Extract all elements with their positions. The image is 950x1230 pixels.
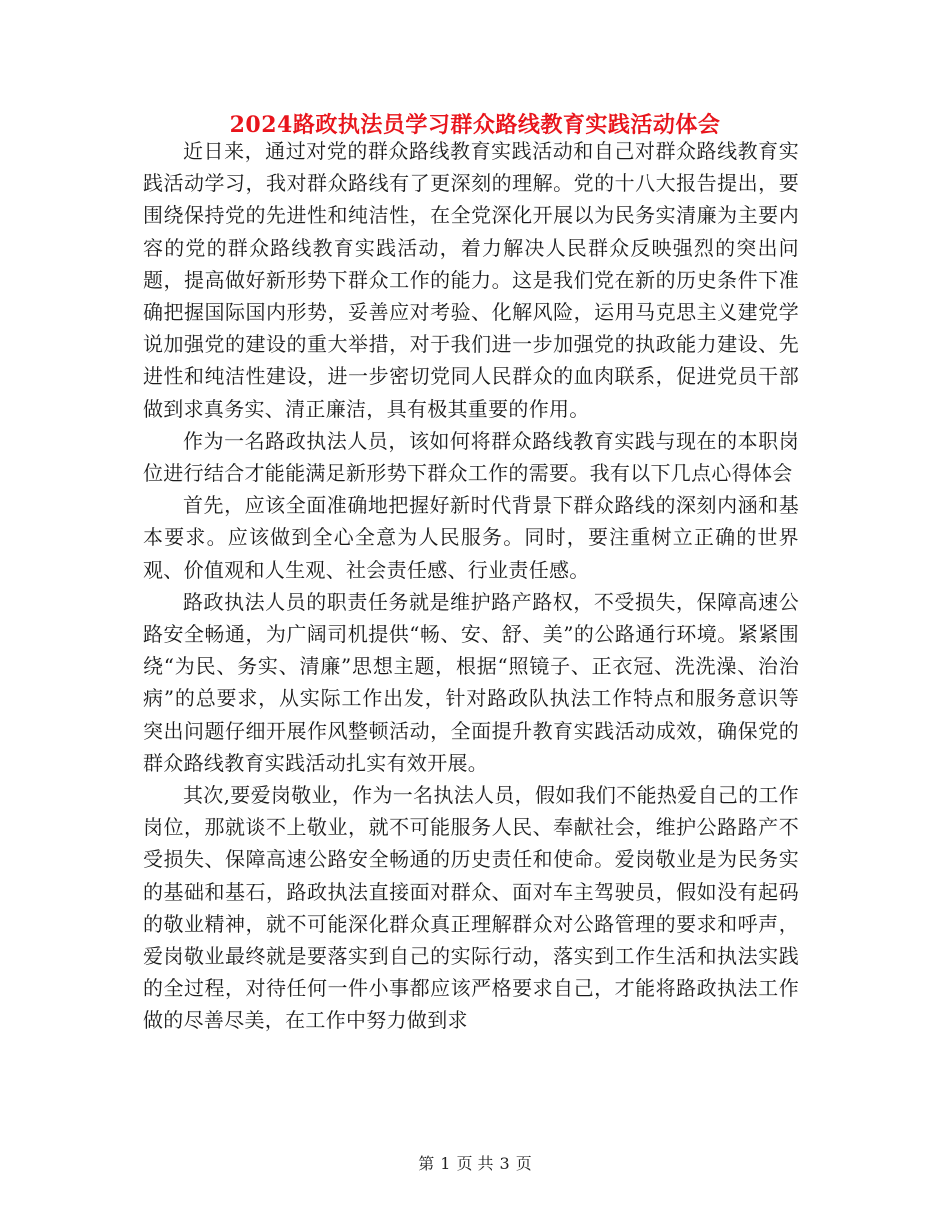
footer-prefix: 第 (418, 1154, 435, 1173)
paragraph-5: 其次,要爱岗敬业，作为一名执法人员，假如我们不能热爱自己的工作岗位，那就谈不上敬业，就不可能服务人民、奉献社会，维护公路路产不受损失、保障高速公路安全畅通的历史责任和使命。爱岗敬业是为民务实的基础和基石，路政执法直接面对群众、面对车主驾驶员，假如没有起码的敬业精神，就不可能深化群众真正理解群众对公路管理的要求和呼声，爱岗敬业最终就是要落实到自己的实际行动，落实到工作生活和执法实践的全过程，对待任何一件小事都应该严格要求自己，才能将路政执法工作做的尽善尽美，在工作中努力做到求 (143, 783, 799, 1033)
footer-total-pages: 3 (499, 1154, 510, 1173)
document-title: 2024路政执法员学习群众路线教育实践活动体会 (229, 112, 721, 138)
paragraph-2: 作为一名路政执法人员，该如何将群众路线教育实践与现在的本职岗位进行结合才能能满足新形势下群众工作的需要。我有以下几点心得体会 (143, 428, 799, 486)
page-footer (0, 1153, 950, 1175)
paragraph-4: 路政执法人员的职责任务就是维护路产路权，不受损失，保障高速公路安全畅通，为广阔司机提供“畅、安、舒、美”的公路通行环境。紧紧围绕“为民、务实、清廉”思想主题，根据“照镜子、正衣冠、洗洗澡、治治病”的总要求，从实际工作出发，针对路政队执法工作特点和服务意识等突出问题仔细开展作风整顿活动，全面提升教育实践活动成效，确保党的群众路线教育实践活动扎实有效开展。 (143, 589, 799, 775)
footer-middle: 页 共 (456, 1154, 494, 1173)
paragraph-1: 近日来，通过对党的群众路线教育实践活动和自己对群众路线教育实践活动学习，我对群众路线有了更深刻的理解。党的十八大报告提出，要围绕保持党的先进性和纯洁性，在全党深化开展以为民务实清廉为主要内容的党的群众路线教育实践活动，着力解决人民群众反映强烈的突出问题，提高做好新形势下群众工作的能力。这是我们党在新的历史条件下准确把握国际国内形势，妥善应对考验、化解风险，运用马克思主义建党学说加强党的建设的重大举措，对于我们进一步加强党的执政能力建设、先进性和纯洁性建设，进一步密切党同人民群众的血肉联系，促进党员干部做到求真务实、清正廉洁，具有极其重要的作用。 (143, 139, 799, 421)
document-body (143, 135, 799, 1037)
footer-page-number: 1 (440, 1154, 451, 1173)
footer-suffix: 页 (515, 1154, 532, 1173)
paragraph-3: 首先，应该全面准确地把握好新时代背景下群众路线的深刻内涵和基本要求。应该做到全心全意为人民服务。同时，要注重树立正确的世界观、价值观和人生观、社会责任感、行业责任感。 (143, 493, 799, 582)
